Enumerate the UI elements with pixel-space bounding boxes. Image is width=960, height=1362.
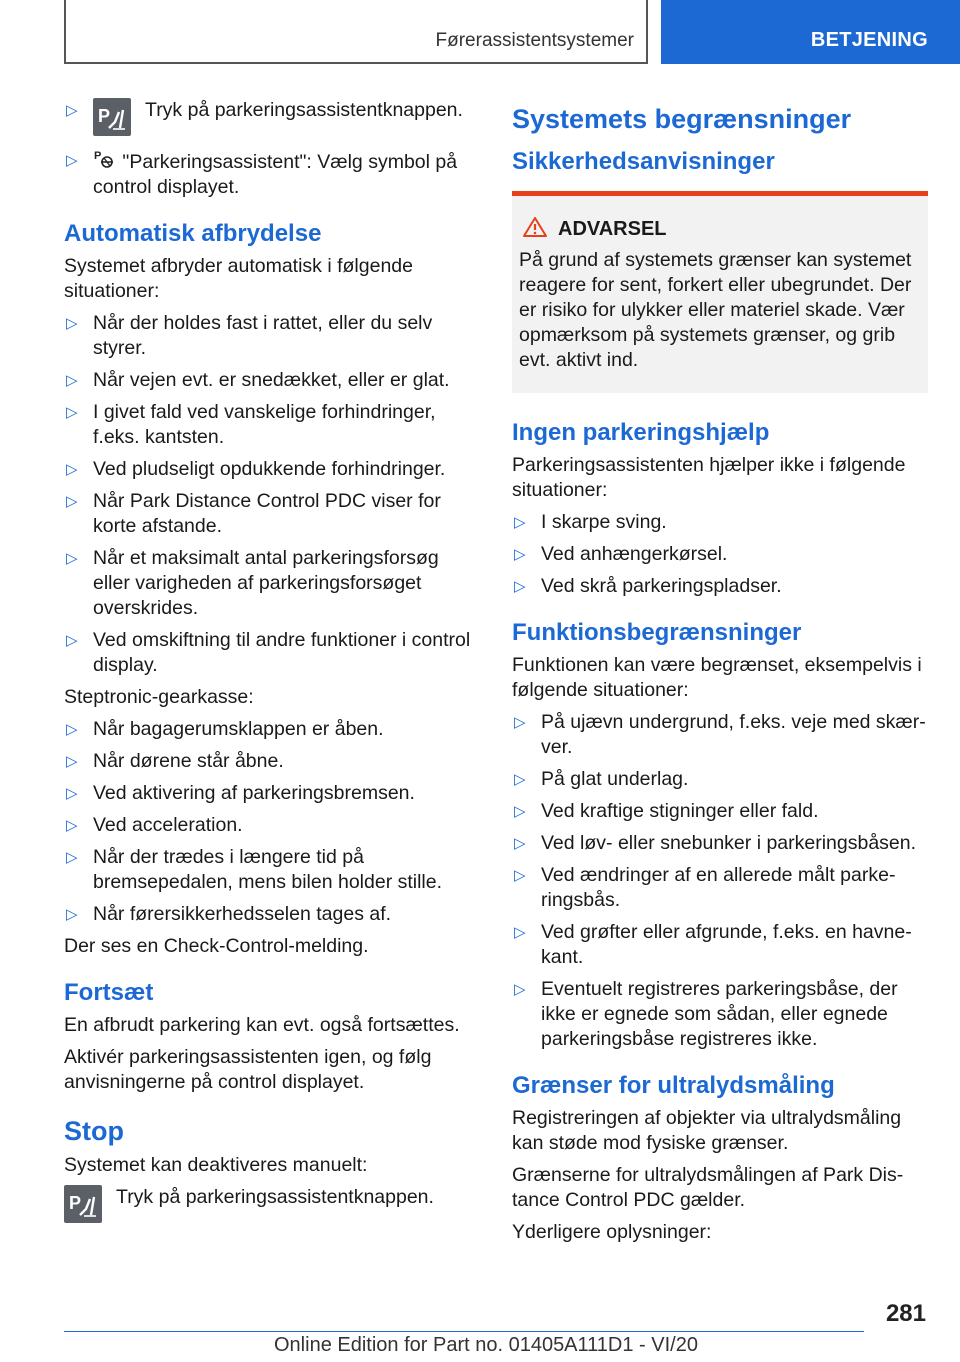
- list-item: [512, 542, 928, 567]
- steptronic-list: [64, 717, 480, 927]
- list-item-text: Når et maksimalt antal parkeringsforsøg eller varigheden af parkeringsforsøget overskrides.: [93, 547, 439, 619]
- list-item: [64, 546, 480, 621]
- list-item: [512, 799, 928, 824]
- left-column: [64, 98, 480, 1229]
- list-item-text: Ved omskiftning til andre funktioner i control display.: [93, 629, 471, 676]
- list-item-text: "Parkeringsassistent": Vælg symbol på control displayet.: [93, 151, 458, 198]
- parking-assistant-button-icon: [93, 98, 131, 136]
- list-item-text: Ved kraftige stigninger eller fald.: [541, 800, 819, 822]
- triangle-right-icon: ▷: [66, 785, 78, 802]
- warning-title: [519, 216, 914, 242]
- triangle-right-icon: ▷: [66, 461, 78, 478]
- svg-text:P: P: [69, 1193, 82, 1213]
- triangle-right-icon: ▷: [66, 315, 78, 332]
- list-item: [512, 977, 928, 1052]
- paragraph: En afbrudt parkering kan evt. også fortsættes.: [64, 1014, 460, 1036]
- list-item-text: På ujævn undergrund, f.eks. veje med skærver.: [541, 711, 926, 758]
- list-item-text: I givet fald ved vanskelige forhindringer, f.eks. kantsten.: [93, 401, 436, 448]
- step-text: Tryk på parkeringsassistentknappen.: [116, 1186, 434, 1208]
- header-section-box: [64, 0, 648, 64]
- list-item-text: Ved anhængerkørsel.: [541, 543, 728, 565]
- list-item: [64, 148, 480, 200]
- triangle-right-icon: ▷: [66, 906, 78, 923]
- step-text: Tryk på parkeringsassistentknappen.: [145, 99, 463, 121]
- list-item-text: Når dørene står åbne.: [93, 750, 284, 772]
- heading-safety: Sikkerhedsanvisninger: [512, 148, 775, 175]
- list-item-text: Ved skrå parkeringspladser.: [541, 575, 782, 597]
- list-item: [64, 368, 480, 393]
- page-number: 281: [885, 1300, 926, 1327]
- triangle-right-icon: ▷: [514, 981, 526, 998]
- paragraph: Aktivér parkeringsassistenten igen, og følg anvisningerne på control displayet.: [64, 1046, 432, 1093]
- heading-ultrasonic-limits: Grænser for ultralydsmåling: [512, 1072, 835, 1099]
- triangle-right-icon: ▷: [514, 835, 526, 852]
- heading-system-limits: Systemets begrænsninger: [512, 104, 852, 134]
- paragraph: Systemet afbryder automatisk i følgende situationer:: [64, 255, 413, 302]
- triangle-right-icon: ▷: [66, 152, 78, 169]
- list-item: [64, 902, 480, 927]
- list-item-text: Når der holdes fast i rattet, eller du selv styrer.: [93, 312, 433, 359]
- header-chapter-title: BETJENING: [810, 29, 928, 51]
- list-item: [512, 767, 928, 792]
- list-item: [512, 510, 928, 535]
- triangle-right-icon: ▷: [514, 924, 526, 941]
- list-item-text: Ved grøfter eller afgrunde, f.eks. en havnekant.: [541, 921, 912, 968]
- warning-triangle-icon: [522, 216, 548, 238]
- list-item: [64, 400, 480, 450]
- step-press-button: [64, 98, 480, 138]
- triangle-right-icon: ▷: [66, 753, 78, 770]
- warning-box: [512, 191, 928, 393]
- list-item-text: Ved ændringer af en allerede målt parkeringsbås.: [541, 864, 896, 911]
- header-chapter-box: [661, 0, 960, 64]
- svg-text:P: P: [94, 150, 102, 162]
- list-item-text: Når vejen evt. er snedækket, eller er glat.: [93, 369, 450, 391]
- list-item: [512, 831, 928, 856]
- list-item-text: Når førersikkerhedsselen tages af.: [93, 903, 392, 925]
- paragraph: Parkeringsassistenten hjælper ikke i følgende situationer:: [512, 454, 906, 501]
- paragraph: Yderligere oplysninger:: [512, 1221, 712, 1243]
- paragraph: Grænserne for ultralydsmålingen af Park Distance Control PDC gælder.: [512, 1164, 904, 1211]
- list-item: [64, 717, 480, 742]
- list-item-text: Ved acceleration.: [93, 814, 243, 836]
- list-item: [64, 749, 480, 774]
- triangle-right-icon: ▷: [66, 849, 78, 866]
- triangle-right-icon: ▷: [66, 550, 78, 567]
- list-item: [64, 311, 480, 361]
- triangle-right-icon: ▷: [514, 771, 526, 788]
- list-item-text: Når der trædes i længere tid på bremsepedalen, mens bilen holder stille.: [93, 846, 443, 893]
- heading-no-parking-help: Ingen parkeringshjælp: [512, 419, 770, 446]
- paragraph: Der ses en Check-Control-melding.: [64, 935, 369, 957]
- list-item: [64, 781, 480, 806]
- list-item: [64, 813, 480, 838]
- list-item-text: På glat underlag.: [541, 768, 689, 790]
- list-item: [64, 845, 480, 895]
- triangle-right-icon: ▷: [514, 714, 526, 731]
- heading-automatic-stop: Automatisk afbrydelse: [64, 220, 322, 247]
- heading-function-limits: Funktionsbegrænsninger: [512, 619, 802, 646]
- right-column: [512, 98, 928, 1252]
- warning-title-text: ADVARSEL: [558, 218, 667, 240]
- list-item-text: Eventuelt registreres parkeringsbåse, der ikke er egnede som sådan, eller egnede parkeringsbåse registreres ikke.: [541, 978, 898, 1050]
- triangle-right-icon: ▷: [514, 546, 526, 563]
- heading-continue: Fortsæt: [64, 979, 154, 1006]
- list-item: [64, 457, 480, 482]
- footer-edition: Online Edition for Part no. 01405A111D1 - VI/20: [274, 1334, 698, 1356]
- triangle-right-icon: ▷: [66, 632, 78, 649]
- triangle-right-icon: ▷: [514, 803, 526, 820]
- triangle-right-icon: ▷: [514, 578, 526, 595]
- parking-assistant-button-icon: [64, 1185, 102, 1223]
- auto-stop-list: [64, 311, 480, 678]
- step-press-button: [64, 1185, 480, 1229]
- triangle-right-icon: ▷: [66, 721, 78, 738]
- triangle-right-icon: ▷: [66, 372, 78, 389]
- list-item: [512, 920, 928, 970]
- no-help-list: [512, 510, 928, 599]
- list-item: [64, 489, 480, 539]
- svg-text:P: P: [98, 106, 111, 126]
- list-item-text: Ved løv- eller snebunker i parkeringsbåsen.: [541, 832, 917, 854]
- paragraph: Systemet kan deaktiveres manuelt:: [64, 1154, 368, 1176]
- triangle-right-icon: ▷: [514, 514, 526, 531]
- triangle-right-icon: ▷: [66, 493, 78, 510]
- list-item-text: Ved pludseligt opdukkende forhindringer.: [93, 458, 446, 480]
- list-item-text: Ved aktivering af parkeringsbremsen.: [93, 782, 415, 804]
- function-limits-list: [512, 710, 928, 1052]
- parking-assistant-symbol-icon: [93, 148, 117, 170]
- list-item: [512, 710, 928, 760]
- triangle-right-icon: ▷: [66, 404, 78, 421]
- triangle-right-icon: ▷: [66, 102, 78, 119]
- paragraph: Steptronic-gearkasse:: [64, 686, 254, 708]
- list-item: [64, 628, 480, 678]
- list-item: [512, 863, 928, 913]
- heading-stop: Stop: [64, 1116, 124, 1146]
- list-item-text: Når Park Distance Control PDC viser for korte afstande.: [93, 490, 441, 537]
- footer-divider: [64, 1331, 864, 1332]
- header-section-title: Førerassistentsystemer: [435, 30, 634, 51]
- triangle-right-icon: ▷: [66, 817, 78, 834]
- list-item-text: Når bagagerumsklappen er åben.: [93, 718, 384, 740]
- list-item-text: I skarpe sving.: [541, 511, 667, 533]
- triangle-right-icon: ▷: [514, 867, 526, 884]
- list-item: [512, 574, 928, 599]
- paragraph: Funktionen kan være begrænset, eksempelvis i følgende situationer:: [512, 654, 922, 701]
- paragraph: Registreringen af objekter via ultralydsmåling kan støde mod fysiske grænser.: [512, 1107, 902, 1154]
- warning-body: På grund af systemets grænser kan systemet reagere for sent, forkert eller ubegrundet. Der er risiko for ulykker eller materiel skade. Vær opmærksom på systemets grænser, og grib evt. aktivt ind.: [519, 249, 912, 371]
